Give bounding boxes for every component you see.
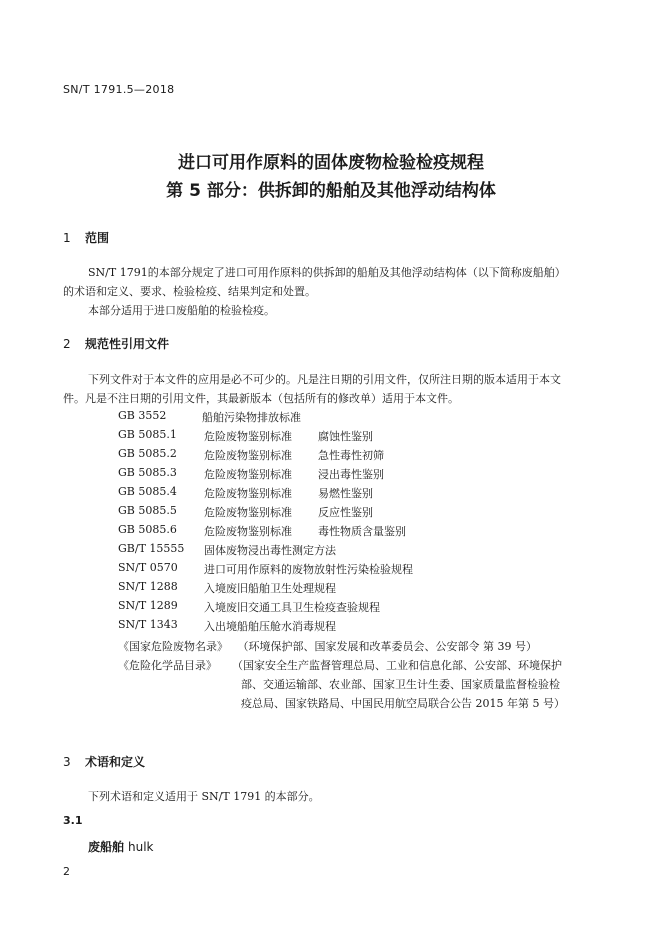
reference-part: 腐蚀性鉴别 xyxy=(318,430,373,443)
term-entry xyxy=(88,838,154,855)
section-title: 术语和定义 xyxy=(85,755,146,769)
reference-part: 急性毒性初筛 xyxy=(318,449,384,462)
reference-part: 浸出毒性鉴别 xyxy=(318,468,384,481)
reference-code: GB 5085.4 xyxy=(118,485,177,498)
catalog-issuer-line: 疫总局、国家铁路局、中国民用航空局联合公告 2015 年第 5 号） xyxy=(241,697,565,710)
reference-code: SN/T 1289 xyxy=(118,599,178,612)
paragraph-line: 下列文件对于本文件的应用是必不可少的。凡是注日期的引用文件，仅所注日期的版本适用于本文 xyxy=(88,373,561,386)
reference-code: SN/T 1343 xyxy=(118,618,178,631)
paragraph-line: SN/T 1791的本部分规定了进口可用作原料的供拆卸的船舶及其他浮动结构体（以下简称废船舶） xyxy=(88,266,566,279)
reference-title: 危险废物鉴别标准 xyxy=(204,525,292,538)
reference-title: 入境废旧交通工具卫生检疫查验规程 xyxy=(204,601,380,614)
paragraph-line: 件。凡是不注日期的引用文件，其最新版本（包括所有的修改单）适用于本文件。 xyxy=(63,392,459,405)
section-number: 3 xyxy=(63,755,71,769)
paragraph: 下列术语和定义适用于 SN/T 1791 的本部分。 xyxy=(88,790,320,803)
reference-code: GB 5085.2 xyxy=(118,447,177,460)
paragraph: 本部分适用于进口废船舶的检验检疫。 xyxy=(88,304,275,317)
reference-title: 入境废旧船舶卫生处理规程 xyxy=(204,582,336,595)
paragraph-line: 的术语和定义、要求、检验检疫、结果判定和处置。 xyxy=(63,285,316,298)
document-subtitle: 第 5 部分：供拆卸的船舶及其他浮动结构体 xyxy=(166,181,496,201)
catalog-issuer-line: 部、交通运输部、农业部、国家卫生计生委、国家质量监督检验检 xyxy=(241,678,560,691)
reference-code: SN/T 0570 xyxy=(118,561,178,574)
reference-code: SN/T 1288 xyxy=(118,580,178,593)
reference-title: 固体废物浸出毒性测定方法 xyxy=(204,544,336,557)
catalog-reference xyxy=(118,637,537,656)
reference-title: 进口可用作原料的废物放射性污染检验规程 xyxy=(204,563,413,576)
reference-part: 反应性鉴别 xyxy=(318,506,373,519)
section-title: 规范性引用文件 xyxy=(85,337,170,351)
section-1-heading xyxy=(63,229,109,246)
reference-part: 易燃性鉴别 xyxy=(318,487,373,500)
reference-code: GB 5085.6 xyxy=(118,523,177,536)
reference-title: 危险废物鉴别标准 xyxy=(204,430,292,443)
section-number: 1 xyxy=(63,231,71,245)
section-2-heading xyxy=(63,335,169,352)
reference-code: GB 5085.5 xyxy=(118,504,177,517)
reference-code: GB 5085.3 xyxy=(118,466,177,479)
section-3-heading xyxy=(63,753,145,770)
reference-code: GB/T 15555 xyxy=(118,542,185,555)
catalog-issuer-line: （国家安全生产监督管理总局、工业和信息化部、公安部、环境保护 xyxy=(232,659,562,672)
clause-number: 3.1 xyxy=(63,814,83,827)
reference-title: 船舶污染物排放标准 xyxy=(202,411,301,424)
document-title: 进口可用作原料的固体废物检验检疫规程 xyxy=(178,153,484,173)
section-number: 2 xyxy=(63,337,71,351)
reference-title: 危险废物鉴别标准 xyxy=(204,449,292,462)
catalog-title: 《国家危险废物名录》 xyxy=(118,640,228,653)
reference-title: 危险废物鉴别标准 xyxy=(204,487,292,500)
reference-title: 危险废物鉴别标准 xyxy=(204,468,292,481)
reference-code: GB 5085.1 xyxy=(118,428,177,441)
catalog-issuer: （环境保护部、国家发展和改革委员会、公安部令 第 39 号） xyxy=(237,640,537,653)
reference-part: 毒性物质含量鉴别 xyxy=(318,525,406,538)
reference-title: 入出境船舶压舱水消毒规程 xyxy=(204,620,336,633)
standard-number: SN/T 1791.5—2018 xyxy=(63,83,175,96)
reference-title: 危险废物鉴别标准 xyxy=(204,506,292,519)
section-title: 范围 xyxy=(85,231,110,245)
page-number: 2 xyxy=(63,865,70,878)
reference-code: GB 3552 xyxy=(118,409,167,422)
term-chinese: 废船舶 xyxy=(88,840,125,854)
catalog-title: 《危险化学品目录》 xyxy=(118,659,217,672)
term-english: hulk xyxy=(128,840,154,854)
